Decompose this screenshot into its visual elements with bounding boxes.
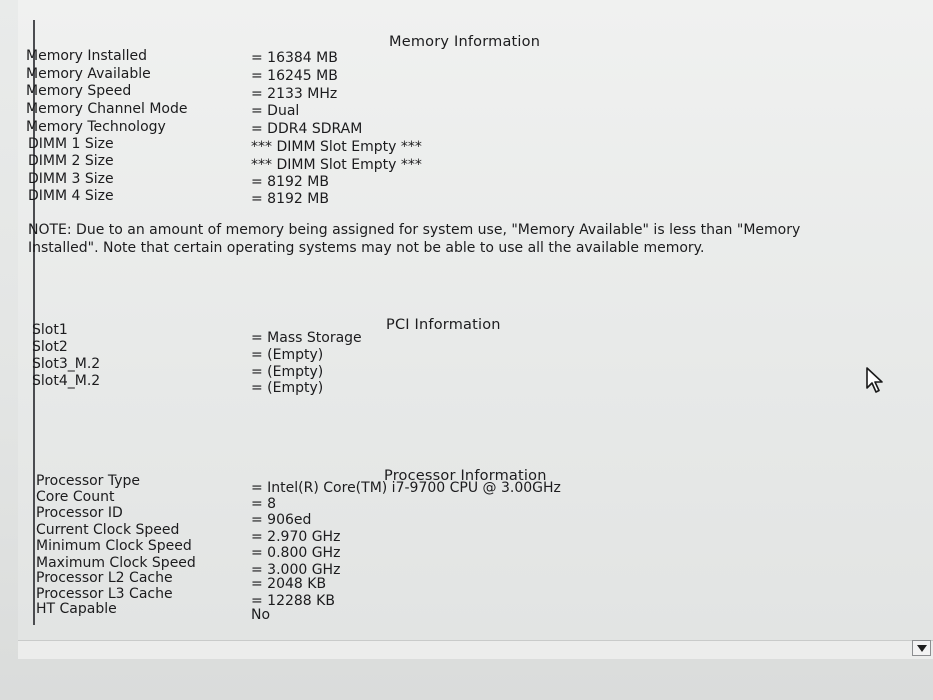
memory-section-title: Memory Information [389,34,541,50]
core-count-label: Core Count [36,489,115,505]
l3-cache-value: = 12288 KB [251,593,335,609]
processor-type-label: Processor Type [36,473,141,489]
memory-technology-label: Memory Technology [26,119,166,135]
pci-slot1-value: = Mass Storage [251,330,362,346]
pci-slot4-value: = (Empty) [251,380,324,396]
dimm3-size-value: = 8192 MB [251,174,329,190]
dimm4-size-label: DIMM 4 Size [28,188,114,204]
dimm2-size-label: DIMM 2 Size [28,153,114,169]
minimum-clock-speed-value: = 0.800 GHz [251,545,341,561]
pci-section-title: PCI Information [386,317,501,333]
panel-bottom-bar [18,640,933,659]
memory-technology-value: = DDR4 SDRAM [251,121,363,137]
maximum-clock-speed-value: = 3.000 GHz [251,562,341,578]
ht-capable-label: HT Capable [36,601,117,617]
pci-slot4-label: Slot4_M.2 [32,373,101,389]
scroll-down-arrow-icon [917,645,927,652]
memory-installed-label: Memory Installed [26,48,148,64]
pci-slot1-label: Slot1 [32,322,68,338]
minimum-clock-speed-label: Minimum Clock Speed [36,538,192,554]
memory-speed-value: = 2133 MHz [251,86,338,102]
current-clock-speed-label: Current Clock Speed [36,522,180,538]
core-count-value: = 8 [251,496,277,512]
pci-slot2-value: = (Empty) [251,347,324,363]
memory-channel-mode-label: Memory Channel Mode [26,101,188,117]
memory-note: NOTE: Due to an amount of memory being assigned for system use, "Memory Available" is less than "Memory Installed". Note that certain operating systems may not be able to use all the available memory. [28,222,801,256]
scroll-down-button[interactable] [912,640,931,656]
processor-type-value: = Intel(R) Core(TM) i7-9700 CPU @ 3.00GHz [251,480,561,496]
dimm2-size-value: *** DIMM Slot Empty *** [251,157,422,173]
ht-capable-value: No [251,607,271,623]
processor-id-value: = 906ed [251,512,312,528]
memory-installed-value: = 16384 MB [251,50,338,66]
l3-cache-label: Processor L3 Cache [36,586,173,602]
dimm3-size-label: DIMM 3 Size [28,171,114,187]
maximum-clock-speed-label: Maximum Clock Speed [36,555,196,571]
current-clock-speed-value: = 2.970 GHz [251,529,341,545]
pci-slot3-value: = (Empty) [251,364,324,380]
memory-available-value: = 16245 MB [251,68,338,84]
dimm1-size-label: DIMM 1 Size [28,136,114,152]
memory-available-label: Memory Available [26,66,151,82]
l2-cache-label: Processor L2 Cache [36,570,173,586]
memory-channel-mode-value: = Dual [251,103,300,119]
mouse-pointer-icon [864,366,886,394]
processor-section-title: Processor Information [384,468,547,484]
pci-slot2-label: Slot2 [32,339,68,355]
memory-speed-label: Memory Speed [26,83,132,99]
dimm1-size-value: *** DIMM Slot Empty *** [251,139,422,155]
processor-id-label: Processor ID [36,505,123,521]
dimm4-size-value: = 8192 MB [251,191,329,207]
l2-cache-value: = 2048 KB [251,576,327,592]
pci-slot3-label: Slot3_M.2 [32,356,101,372]
